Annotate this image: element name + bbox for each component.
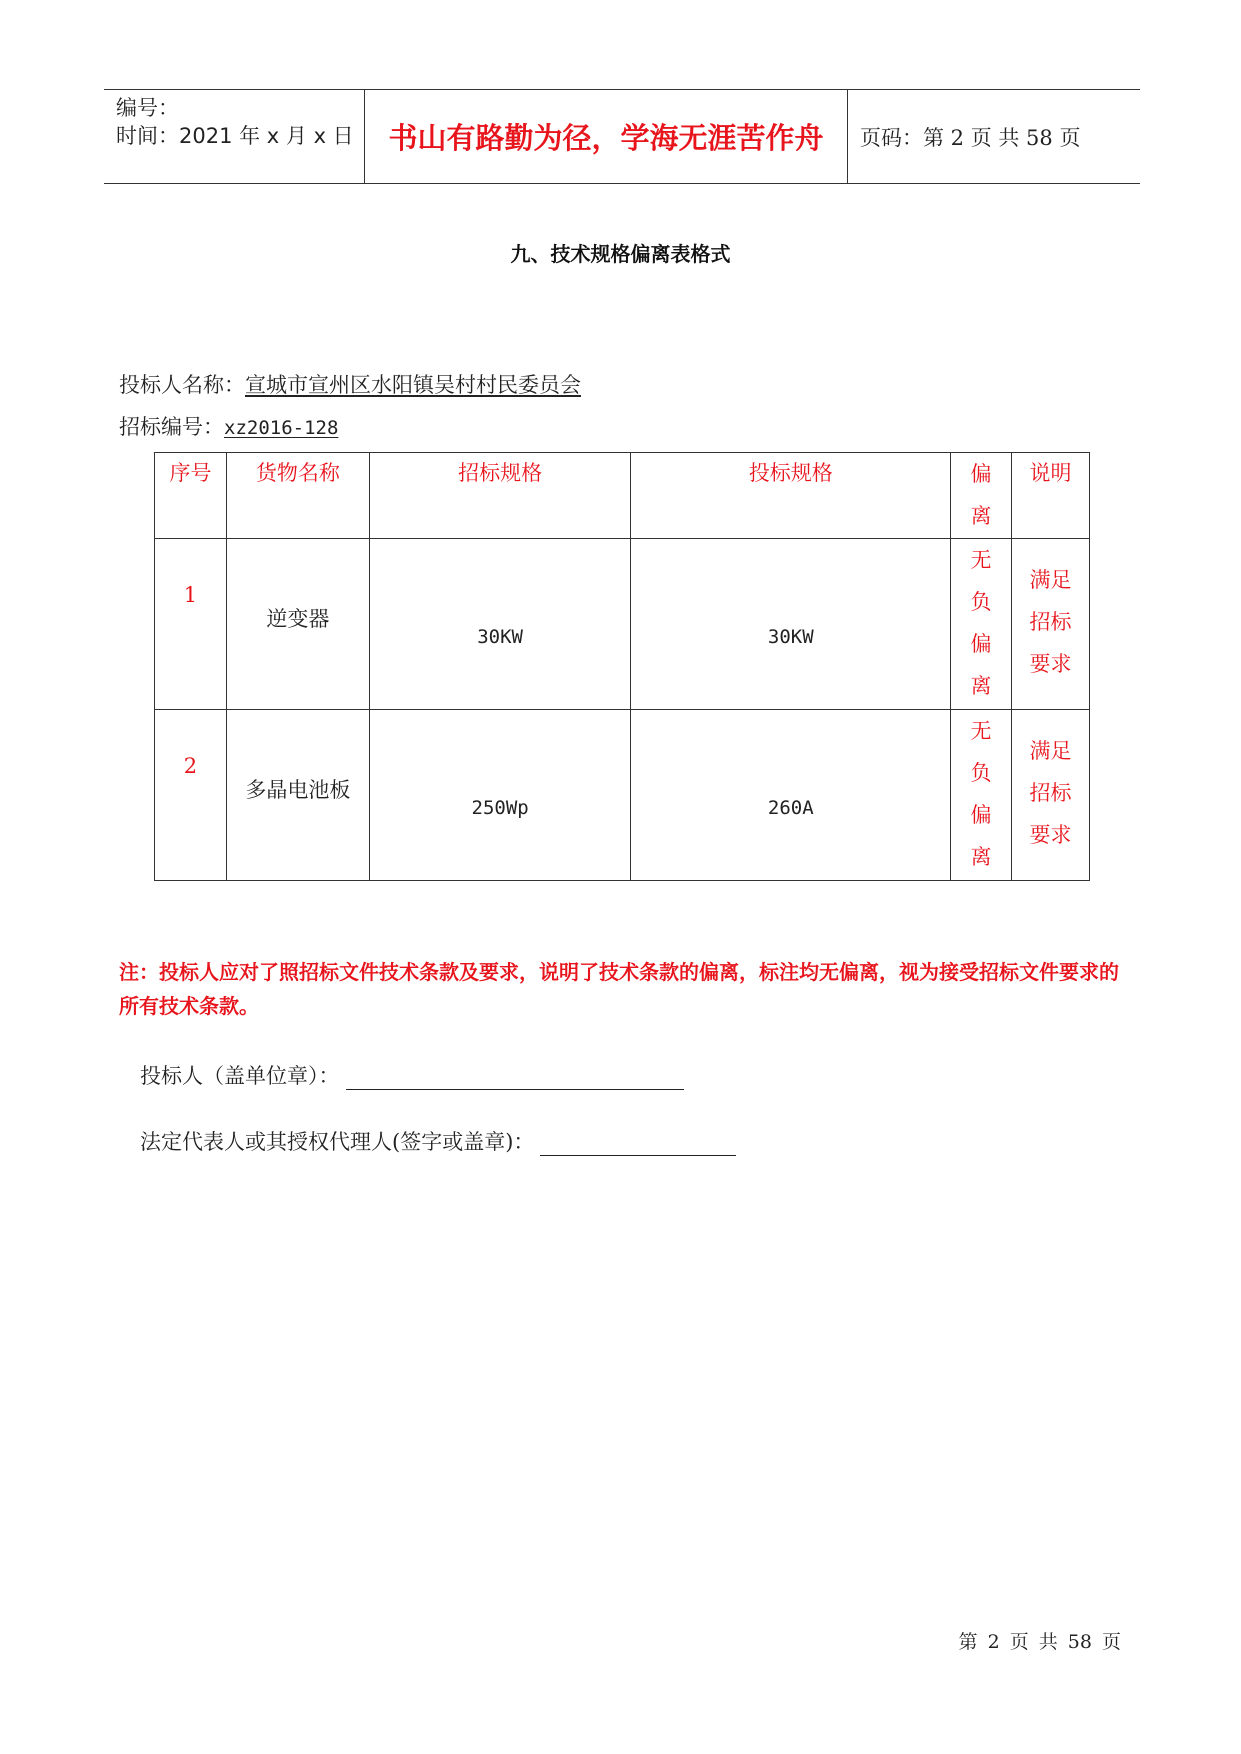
page-footer: 第 2 页 共 58 页 bbox=[958, 1631, 1121, 1653]
bidder-name-label: 投标人名称： bbox=[119, 373, 245, 397]
row-bid-spec: 30KW bbox=[631, 539, 951, 710]
document-header bbox=[104, 89, 1140, 184]
page-title: 九、技术规格偏离表格式 bbox=[510, 242, 731, 266]
tender-number-value: xz2016-128 bbox=[224, 417, 339, 439]
row-no: 2 bbox=[155, 710, 227, 881]
bidder-seal-blank[interactable] bbox=[346, 1065, 684, 1090]
col-header-no: 序号 bbox=[155, 453, 227, 539]
row-tender-spec: 30KW bbox=[369, 539, 631, 710]
row-deviation: 无负偏离 bbox=[951, 710, 1012, 881]
representative-label: 法定代表人或其授权代理人(签字或盖章)： bbox=[140, 1130, 535, 1154]
row-remark: 满足招标要求 bbox=[1012, 710, 1090, 881]
row-bid-spec: 260A bbox=[631, 710, 951, 881]
row-tender-spec: 250Wp bbox=[369, 710, 631, 881]
col-header-bid-spec: 投标规格 bbox=[631, 453, 951, 539]
col-header-remark: 说明 bbox=[1012, 453, 1090, 539]
header-motto: 书山有路勤为径，学海无涯苦作舟 bbox=[365, 90, 848, 183]
representative-signature-line bbox=[140, 1126, 736, 1156]
table-row bbox=[155, 710, 1090, 881]
time-label: 时间：2021 年 x 月 x 日 bbox=[116, 124, 354, 148]
deviation-table bbox=[154, 452, 1090, 881]
row-no: 1 bbox=[155, 539, 227, 710]
bidder-name-value: 宣城市宣州区水阳镇吴村村民委员会 bbox=[245, 373, 581, 397]
col-header-tender-spec: 招标规格 bbox=[369, 453, 631, 539]
row-deviation: 无负偏离 bbox=[951, 539, 1012, 710]
tender-number-field bbox=[119, 411, 338, 441]
bidder-seal-line bbox=[140, 1060, 684, 1090]
col-header-goods-name: 货物名称 bbox=[226, 453, 369, 539]
row-goods-name: 逆变器 bbox=[226, 539, 369, 710]
table-row bbox=[155, 539, 1090, 710]
header-meta bbox=[104, 90, 365, 183]
bidder-seal-label: 投标人（盖单位章）： bbox=[140, 1064, 340, 1088]
bidder-name-field bbox=[119, 369, 581, 399]
row-remark: 满足招标要求 bbox=[1012, 539, 1090, 710]
col-header-deviation: 偏离 bbox=[951, 453, 1012, 539]
number-label: 编号： bbox=[116, 96, 179, 120]
representative-signature-blank[interactable] bbox=[540, 1131, 736, 1156]
header-page-info: 页码：第 2 页 共 58 页 bbox=[860, 125, 1081, 150]
deviation-note: 注：投标人应对了照招标文件技术条款及要求，说明了技术条款的偏离，标注均无偏离，视为接受招标文件要求的所有技术条款。 bbox=[119, 960, 1119, 1018]
table-header-row bbox=[155, 453, 1090, 539]
tender-number-label: 招标编号： bbox=[119, 415, 224, 439]
row-goods-name: 多晶电池板 bbox=[226, 710, 369, 881]
